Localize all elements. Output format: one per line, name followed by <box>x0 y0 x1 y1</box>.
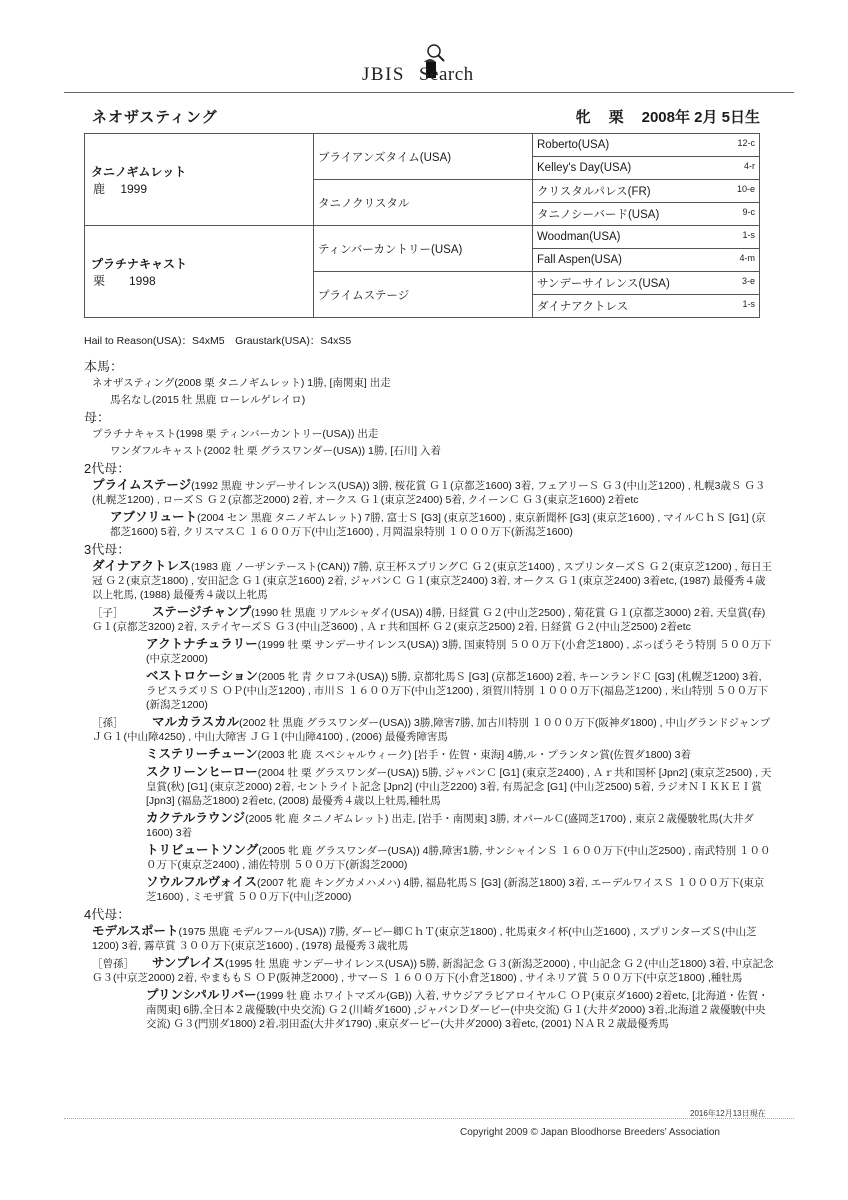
sire-cell <box>85 134 314 226</box>
horse-name: ソウルフルヴォイス <box>146 875 258 889</box>
section-dam: 母： <box>84 410 111 425</box>
horse-name: マルカラスカル <box>152 715 240 729</box>
race-record: (2007 牝 鹿 キングカメハメハ) 4勝, 福島牝馬Ｓ [G3] (新潟芝1800) 3着, エーデルワイスＳ １０００万下(東京芝1600) , ミモザ賞 ５００万下(中山芝2000) <box>146 877 765 903</box>
relation-mark: ［子］ <box>92 607 124 619</box>
horse-sex: 牝 <box>575 109 591 126</box>
horse-name: ミステリーチューン <box>146 747 258 761</box>
horse-name: ステージチャンプ <box>152 605 252 619</box>
gg-name: Kelley's Day(USA) <box>537 162 632 174</box>
fourth-dam-greatgrandfoal <box>84 988 774 1031</box>
gg-cell <box>533 226 760 249</box>
third-dam-grandfoal <box>84 875 774 904</box>
horse-info <box>558 106 760 127</box>
gg-cell <box>533 157 760 180</box>
third-dam-grandfoal <box>84 715 774 744</box>
third-dam-entry <box>84 559 774 602</box>
family-no: 1-s <box>742 299 755 309</box>
race-record: (1999 牡 鹿 ホワイトマズル(GB)) 入着, サウジアラビアロイヤルＣ ＯＰ(東京ダ1600) 2着etc, [北海道・佐賀・南関東] 6勝,全日本２歳優駿(中央交流) Ｇ２(川崎ダ1600) ,ジャパンＤダービー(中央交流) Ｇ１(大井ダ2000) 3着,北海道２歳優駿(中央交流) Ｇ３(門別ダ1800) 2着,羽田盃(大井ダ1790) ,東京ダービー(大井ダ2000) 3着etc, (2001) ＮＡＲ２歳最優秀馬 <box>146 990 769 1030</box>
third-dam-foal <box>84 637 774 666</box>
footer-rule <box>64 1118 794 1119</box>
horse-title <box>92 106 772 128</box>
dam-sub: 栗 1998 <box>93 273 156 288</box>
third-dam-foal <box>84 669 774 712</box>
logo-jbis: JBIS <box>362 64 405 85</box>
gg-cell <box>533 180 760 203</box>
gg-name: ダイナアクトレス <box>537 301 629 313</box>
horse-color: 栗 <box>608 109 624 126</box>
race-record: (1975 黒鹿 モデルフール(USA)) 7勝, ダービー卿ＣｈＴ(東京芝1800) , 牝馬東タイ杯(中山芝1600) , スプリンターズＳ(中山芝1200) 3着, 霧草賞 ３００万下(東京芝1600) , (1978) 最優秀３歳牝馬 <box>92 926 757 952</box>
horse-birth: 2008年 2月 5日生 <box>641 109 760 126</box>
horse-name: アクトナチュラリー <box>146 637 258 651</box>
copyright: Copyright 2009 © Japan Bloodhorse Breeders' Association <box>460 1127 720 1138</box>
dam-line: プラチナキャスト(1998 栗 ティンバーカントリー(USA)) 出走 <box>92 428 379 440</box>
logo-search: Search <box>418 64 474 85</box>
fourth-dam-greatgrandfoal <box>84 956 774 985</box>
third-dam-grandfoal <box>84 843 774 872</box>
horse-name: ベストロケーション <box>146 669 259 683</box>
family-record <box>84 356 774 1034</box>
second-dam-entry <box>84 478 774 507</box>
section-2nd-dam: 2代母： <box>84 461 131 476</box>
dam-dam-cell: プライムステージ <box>314 272 533 318</box>
second-dam-foal <box>84 510 774 539</box>
section-honba: 本馬： <box>84 359 124 374</box>
third-dam-grandfoal <box>84 811 774 840</box>
third-dam-grandfoal <box>84 747 774 762</box>
gg-name: タニノシーバード(USA) <box>537 209 660 221</box>
jbis-search-logo <box>362 42 502 86</box>
race-record: (1992 黒鹿 サンデーサイレンス(USA)) 3勝, 桜花賞 Ｇ１(京都芝1600) 3着, フェアリーＳ Ｇ３(中山芝1200) , 札幌3歳Ｓ Ｇ３(札幌芝1200) , ローズＳ Ｇ２(京都芝2000) 2着, オークス Ｇ１(東京芝2400) 5着, クイーンＣ Ｇ３(東京芝1600) 2着etc <box>92 480 766 506</box>
horse-name: スクリーンヒーロー <box>146 765 258 779</box>
horse-name: アブソリュート <box>110 510 198 524</box>
section-4th-dam: 4代母： <box>84 907 131 922</box>
pedigree-table <box>84 133 760 318</box>
horse-name: プリンシパルリバー <box>146 988 257 1002</box>
gg-name: Woodman(USA) <box>537 231 621 243</box>
gg-name: サンデーサイレンス(USA) <box>537 278 670 290</box>
family-no: 3-e <box>741 276 755 286</box>
gg-cell <box>533 295 760 318</box>
race-record: (2005 牝 青 クロフネ(USA)) 5勝, 京都牝馬Ｓ [G3] (京都芝1600) 2着, キーンランドＣ [G3] (札幌芝1200) 3着, ラピスラズリＳ ＯＰ(中山芝1200) , 市川Ｓ １６００万下(中山芝1200) , 須賀川特別 １０００万下(福島芝1200) , 米山特別 ５００万下(新潟芝1200) <box>146 671 769 711</box>
gg-cell <box>533 134 760 157</box>
family-no: 10-e <box>736 184 755 194</box>
sire-sub: 鹿 1999 <box>93 181 148 196</box>
dam-name: プラチナキャスト <box>91 256 188 271</box>
race-record: (1995 牡 黒鹿 サンデーサイレンス(USA)) 5勝, 新潟記念 Ｇ３(新潟芝2000) , 中山記念 Ｇ２(中山芝1800) 3着, 中京記念 Ｇ３(中京芝2000) 2着, やまももＳ ＯＰ(阪神芝2000) , サマーＳ １６００万下(小倉芝1800) , サイネリア賞 ５００万下(中京芝1800) ,種牡馬 <box>92 958 774 984</box>
race-record: (2004 セン 黒鹿 タニノギムレット) 7勝, 富士Ｓ [G3] (東京芝1600) , 東京新聞杯 [G3] (東京芝1600) , マイルＣｈＳ [G1] (京都芝1600) 5着, クリスマスＣ １６００万下(中山芝1600) , 月岡温泉特別 １０００万下(新潟芝1600) <box>110 512 766 538</box>
family-no: 4-m <box>739 253 755 263</box>
dam-sire-cell: ティンバーカントリー(USA) <box>314 226 533 272</box>
logo-text <box>362 64 474 86</box>
sire-name: タニノギムレット <box>91 164 187 179</box>
gg-name: Fall Aspen(USA) <box>537 254 623 266</box>
family-no: 4-r <box>744 161 755 171</box>
family-no: 12-c <box>737 138 755 148</box>
third-dam-foal <box>84 605 774 634</box>
race-record: (1983 鹿 ノーザンテースト(CAN)) 7勝, 京王杯スプリングＣ Ｇ２(東京芝1400) , スプリンターズＳ Ｇ２(東京芝1200) , 毎日王冠 Ｇ２(東京芝1800) , 安田記念 Ｇ１(東京芝1600) 2着, ジャパンＣ Ｇ１(東京芝2400) 3着, オークス Ｇ１(東京芝2400) 3着etc, (1987) 最優秀４歳以上牝馬, (1988) 最優秀４歳以上牝馬 <box>92 561 772 601</box>
section-3rd-dam: 3代母： <box>84 542 131 557</box>
horse-name: プライムステージ <box>92 478 192 492</box>
gg-name: クリスタルパレス(FR) <box>537 186 651 198</box>
dam-foal: ワンダフルキャスト(2002 牡 栗 グラスワンダー(USA)) 1勝, [石川] 入着 <box>110 445 441 457</box>
family-no: 9-c <box>742 207 755 217</box>
dam-cell <box>85 226 314 318</box>
gg-name: Roberto(USA) <box>537 139 610 151</box>
sire-sire-cell: ブライアンズタイム(USA) <box>314 134 533 180</box>
horse-name: カクテルラウンジ <box>146 811 246 825</box>
horse-name: ダイナアクトレス <box>92 559 192 573</box>
fourth-dam-entry <box>84 924 774 953</box>
gg-cell <box>533 272 760 295</box>
sire-dam-cell: タニノクリスタル <box>314 180 533 226</box>
horse-name: ネオザスティング <box>92 109 218 126</box>
horse-name: トリビュートソング <box>146 843 259 857</box>
gg-cell <box>533 203 760 226</box>
relation-mark: ［曾孫］ <box>92 958 134 970</box>
third-dam-grandfoal <box>84 765 774 808</box>
race-record: (2002 牡 黒鹿 グラスワンダー(USA)) 3勝,障害7勝, 加古川特別 １０００万下(阪神ダ1800) , 中山グランドジャンプ ＪＧ１(中山障4250) , 中山大障害 ＪＧ１(中山障4100) , (2006) 最優秀障害馬 <box>92 717 771 743</box>
race-record: (2004 牡 栗 グラスワンダー(USA)) 5勝, ジャパンＣ [G1] (東京芝2400) , Ａｒ共和国杯 [Jpn2] (東京芝2500) , 天皇賞(秋) [G1] (東京芝2000) 2着, セントライト記念 [Jpn2] (中山芝2200) 3着, 有馬記念 [G1] (中山芝2500) 5着, ラジオＮＩＫＫＥＩ賞 [Jpn3] (福島芝1800) 2着etc, (2008) 最優秀４歳以上牡馬,種牡馬 <box>146 767 772 807</box>
relation-mark: ［孫］ <box>92 717 124 729</box>
race-record: (1990 牡 黒鹿 リアルシャダイ(USA)) 4勝, 日経賞 Ｇ２(中山芝2500) , 菊花賞 Ｇ１(京都芝3000) 2着, 天皇賞(春) Ｇ１(京都芝3200) 2着, ステイヤーズＳ Ｇ３(中山芝3600) , Ａｒ共和国杯 Ｇ２(東京芝2500) 2着, 日経賞 Ｇ２(中山芝2500) 2着etc <box>92 607 766 633</box>
as-of-date: 2016年12月13日現在 <box>690 1109 766 1118</box>
horse-name: サンプレイス <box>152 956 226 970</box>
honba-line: ネオザスティング(2008 栗 タニノギムレット) 1勝, [南関東] 出走 <box>92 377 391 389</box>
header-rule <box>64 92 794 93</box>
race-record: (2003 牝 鹿 スペシャルウィーク) [岩手・佐賀・東海] 4勝,ル・プランタン賞(佐賀ダ1800) 3着 <box>257 749 692 761</box>
race-record: (2005 牝 鹿 グラスワンダー(USA)) 4勝,障害1勝, サンシャインＳ １６００万下(中山芝2500) , 南武特別 １０００万下(東京芝2400) , 浦佐特別 ５００万下(新潟芝2000) <box>146 845 771 871</box>
race-record: (1999 牡 栗 サンデーサイレンス(USA)) 3勝, 国東特別 ５００万下(小倉芝1800) , ぶっぽうそう特別 ５００万下(中京芝2000) <box>146 639 772 665</box>
inbreeding-note: Hail to Reason(USA)：S4xM5 Graustark(USA)：S4xS5 <box>84 335 352 347</box>
honba-sibling: 馬名なし(2015 牡 黒鹿 ローレルゲレイロ) <box>110 394 306 406</box>
gg-cell <box>533 249 760 272</box>
family-no: 1-s <box>742 230 755 240</box>
horse-name: モデルスポート <box>92 924 179 938</box>
race-record: (2005 牝 鹿 タニノギムレット) 出走, [岩手・南関東] 3勝, オパールＣ(盛岡芝1700) , 東京２歳優駿牝馬(大井ダ1600) 3着 <box>146 813 754 839</box>
